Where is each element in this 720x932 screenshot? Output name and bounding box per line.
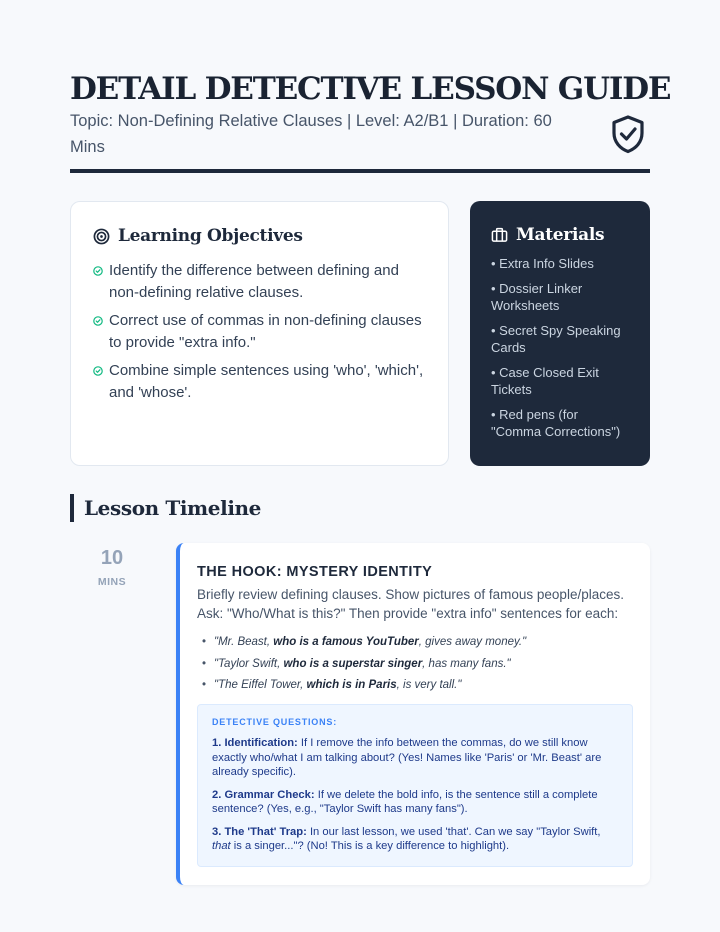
header-divider (70, 169, 650, 173)
page-title: DETAIL DETECTIVE LESSON GUIDE (70, 71, 671, 107)
check-circle-icon (93, 314, 109, 328)
materials-heading-text: Materials (516, 225, 605, 245)
question-label: 2. Grammar Check: (212, 788, 315, 801)
material-item: • Dossier Linker Worksheets (491, 281, 583, 313)
question-text: In our last lesson, we used 'that'. Can we say "Taylor Swift, (306, 825, 601, 838)
example-sentence (202, 635, 633, 649)
objective-item (93, 260, 426, 304)
bullet: • (202, 679, 207, 691)
example-clause: who is a famous YouTuber (273, 636, 419, 648)
page-header (70, 70, 671, 160)
objective-text: Identify the difference between defining and non-defining relative clauses. (109, 262, 399, 301)
question-text: If we delete the bold info, is the sentence still a complete sentence? (Yes, e.g., "Taylor Swift has many fans"). (212, 788, 598, 815)
objective-item (93, 360, 426, 404)
step-duration-value: 10 (100, 547, 124, 569)
example-clause: who is a superstar singer (283, 657, 423, 670)
step-duration (82, 544, 142, 588)
example-post: , has many fans." (422, 657, 511, 670)
check-circle-icon (93, 364, 109, 378)
material-item: • Extra Info Slides (491, 256, 594, 271)
timeline-heading: Lesson Timeline (70, 494, 261, 522)
briefcase-icon (491, 227, 508, 243)
objectives-heading-text: Learning Objectives (118, 226, 303, 246)
materials-list (491, 255, 630, 440)
objective-text: Combine simple sentences using 'who', 'which', and 'whose'. (109, 362, 424, 401)
example-post: , is very tall." (396, 679, 462, 691)
question-that-trap (212, 825, 618, 854)
step-description: Briefly review defining clauses. Show pictures of famous people/places. Ask: "Who/What is this?" Then provide "extra info" sentences for each: (197, 587, 624, 621)
example-text (214, 678, 461, 692)
step-duration-unit: MINS (97, 576, 127, 588)
example-clause: which is in Paris (306, 679, 397, 691)
material-item: • Red pens (for "Comma Corrections") (491, 407, 621, 439)
step-title: THE HOOK: MYSTERY IDENTITY (197, 564, 433, 580)
material-item: • Secret Spy Speaking Cards (491, 323, 621, 355)
example-sentence (202, 678, 633, 692)
objectives-list (93, 260, 426, 404)
target-icon (93, 228, 110, 245)
detective-questions-title: DETECTIVE QUESTIONS: (212, 717, 338, 727)
example-pre: "The Eiffel Tower, (214, 679, 307, 691)
detective-questions-box (197, 704, 633, 867)
question-label: 1. Identification: (212, 737, 298, 749)
page-subtitle: Topic: Non-Defining Relative Clauses | Level: A2/B1 | Duration: 60 Mins (70, 112, 552, 156)
example-list (197, 635, 633, 692)
materials-card (470, 201, 650, 466)
example-post: , gives away money." (418, 636, 527, 648)
objectives-card (70, 201, 449, 466)
example-sentence (202, 657, 633, 671)
material-item: • Case Closed Exit Tickets (491, 365, 599, 397)
bullet: • (202, 636, 207, 648)
check-circle-icon (93, 264, 109, 278)
question-text: is a singer..."? (No! This is a key difference to highlight). (230, 840, 510, 852)
timeline-step-card (176, 543, 650, 885)
objective-text: Correct use of commas in non-defining clauses to provide "extra info." (109, 312, 422, 351)
example-pre: "Mr. Beast, (214, 636, 274, 648)
question-grammar-check (212, 788, 618, 817)
materials-heading (491, 225, 630, 245)
objective-item (93, 310, 426, 354)
question-identification (212, 736, 618, 780)
example-text (214, 635, 526, 649)
example-text (214, 657, 511, 671)
example-pre: "Taylor Swift, (214, 657, 284, 670)
question-text: If I remove the info between the commas, do we still know exactly who/what I am talking about? (Yes! Names like 'Paris' or 'Mr. Beast' are already specific). (212, 737, 602, 778)
question-label: 3. The 'That' Trap: (212, 825, 307, 838)
bullet: • (202, 657, 207, 670)
objectives-heading (93, 226, 426, 246)
shield-check-icon (610, 114, 646, 154)
question-emphasis: that (212, 840, 231, 852)
